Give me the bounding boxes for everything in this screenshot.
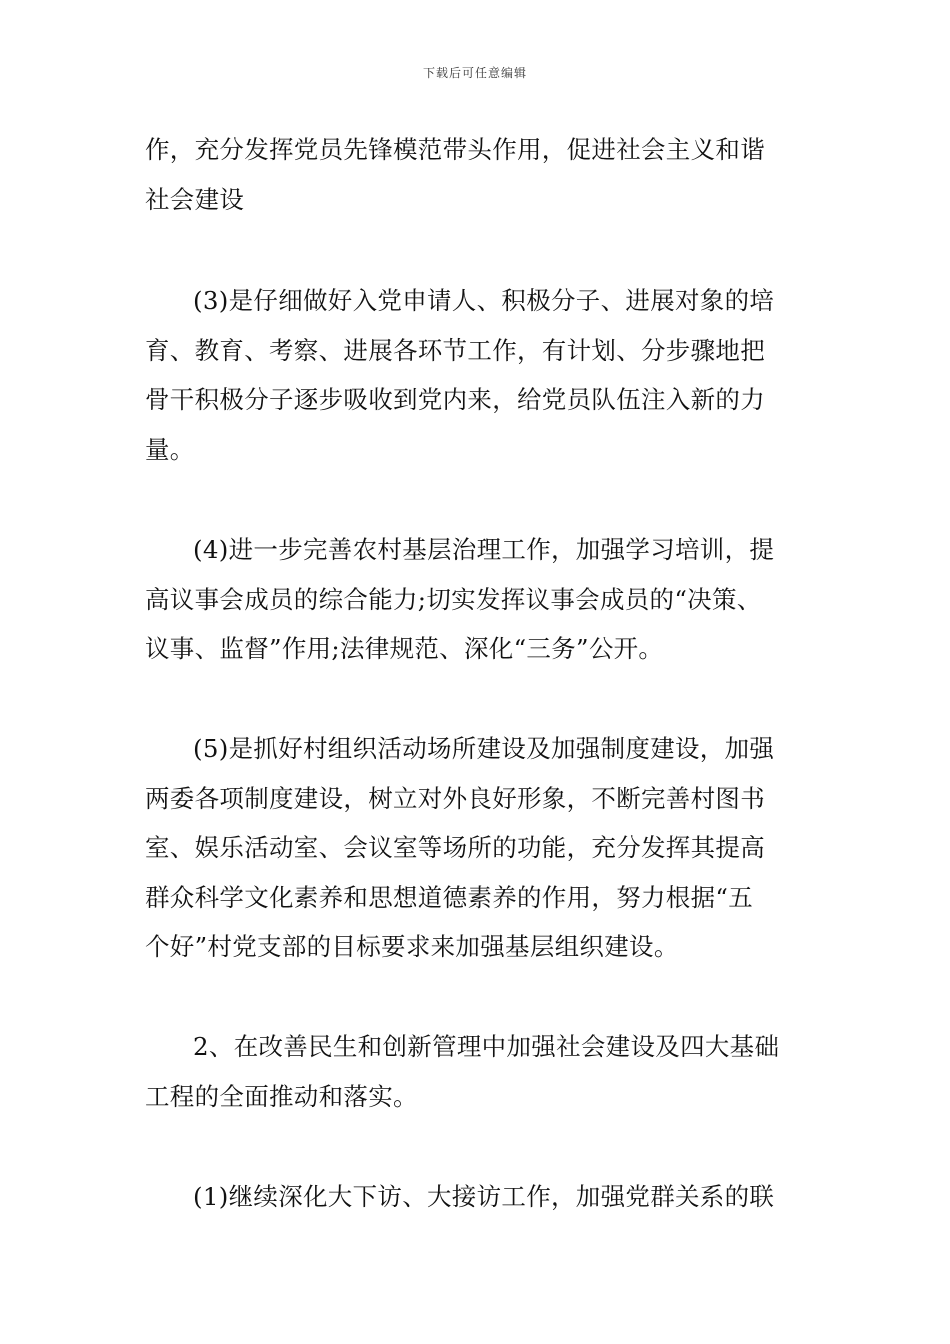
text-line: 高议事会成员的综合能力;切实发挥议事会成员的“决策、: [145, 585, 762, 614]
paragraph-first-line: (1)继续深化大下访、大接访工作，加强党群关系的联: [193, 1182, 775, 1211]
text-line: 个好”村党支部的目标要求来加强基层组织建设。: [145, 932, 679, 961]
paragraph-first-line: (4)进一步完善农村基层治理工作，加强学习培训，提: [193, 535, 775, 564]
paragraph-first-line: (3)是仔细做好入党申请人、积极分子、进展对象的培: [193, 286, 775, 315]
text-line: 两委各项制度建设，树立对外良好形象，不断完善村图书: [145, 784, 765, 813]
text-line: 群众科学文化素养和思想道德素养的作用，努力根据“五: [145, 883, 754, 912]
text-line: 社会建设: [145, 185, 245, 214]
text-line: 室、娱乐活动室、会议室等场所的功能，充分发挥其提高: [145, 833, 765, 862]
text-line: 量。: [145, 435, 195, 464]
text-line: 作，充分发挥党员先锋模范带头作用，促进社会主义和谐: [145, 135, 765, 164]
text-line: 育、教育、考察、进展各环节工作，有计划、分步骤地把: [145, 336, 765, 365]
text-line: 议事、监督”作用;法律规范、深化“三务”公开。: [145, 634, 664, 663]
text-line: 工程的全面推动和落实。: [145, 1082, 418, 1111]
paragraph-first-line: 2、在改善民生和创新管理中加强社会建设及四大基础: [193, 1032, 780, 1061]
page-header: 下载后可任意编辑: [422, 66, 527, 80]
text-line: 骨干积极分子逐步吸收到党内来，给党员队伍注入新的力: [145, 385, 765, 414]
paragraph-first-line: (5)是抓好村组织活动场所建设及加强制度建设，加强: [193, 734, 775, 763]
